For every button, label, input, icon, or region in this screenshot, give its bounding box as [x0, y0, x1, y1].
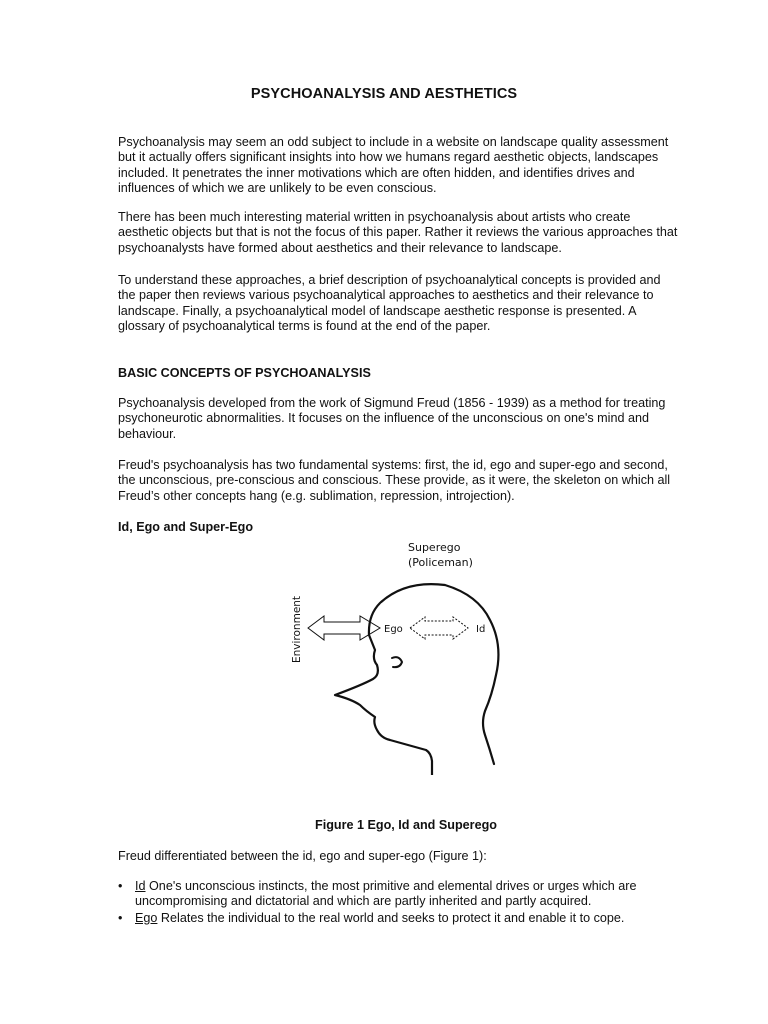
term-id: Id — [135, 879, 146, 893]
document-title: PSYCHOANALYSIS AND AESTHETICS — [250, 86, 518, 102]
head-outline — [335, 584, 498, 775]
figure-intro-paragraph: Freud differentiated between the id, ego and super-ego (Figure 1): — [118, 849, 487, 863]
superego-label: Superego — [408, 541, 461, 554]
bullet-dot-icon: • — [118, 910, 123, 925]
list-item — [118, 911, 678, 926]
intro-paragraph-1: Psychoanalysis may seem an odd subject to include in a website on landscape quality assessment but it actually offers significant insights into how we humans regard aesthetic objects, landscapes included. It penetrates the inner motivations which are often hidden, and identifies drives and influences of which we are unlikely to be even conscious. — [118, 135, 669, 196]
id-label: Id — [476, 624, 486, 635]
intro-paragraph-3: To understand these approaches, a brief description of psychoanalytical concepts is provided and the paper then reviews various psychoanalytical approaches to aesthetics and their relevance to landscape. Finally, a psychoanalytical model of landscape aesthetic response is presented. A glossary of psychoanalytical terms is found at the end of the paper. — [118, 273, 661, 334]
section-paragraph-2: Freud's psychoanalysis has two fundamental systems: first, the id, ego and super-ego and second, the unconscious, pre-conscious and conscious. These provide, as it were, the skeleton on which all Freud’s other concepts hang (e.g. sublimation, repression, introjection). — [118, 458, 671, 503]
definitions-list — [118, 879, 678, 927]
ego-id-arrow — [410, 617, 468, 639]
term-ego-definition: Relates the individual to the real world and seeks to protect it and enable it to cope. — [157, 910, 625, 925]
eye-mark — [392, 657, 402, 667]
term-id-definition: One's unconscious instincts, the most primitive and elemental drives or urges which are uncompromising and dictatorial and which are partly inherited and partly acquired. — [135, 879, 637, 909]
intro-paragraph-2: There has been much interesting material written in psychoanalysis about artists who create aesthetic objects but that is not the focus of this paper. Rather it reviews the various approaches that psychoanalysts have formed about aesthetics and their relevance to landscape. — [118, 210, 678, 255]
section-heading: BASIC CONCEPTS OF PSYCHOANALYSIS — [118, 366, 371, 380]
figure-caption: Figure 1 Ego, Id and Superego — [315, 818, 497, 832]
policeman-label: (Policeman) — [408, 556, 473, 569]
ego-label: Ego — [384, 624, 403, 635]
ego-id-superego-figure — [280, 535, 520, 775]
environment-label: Environment — [291, 595, 303, 663]
term-ego: Ego — [135, 910, 158, 925]
section-paragraph-1: Psychoanalysis developed from the work of Sigmund Freud (1856 - 1939) as a method for treating psychoneurotic abnormalities. It focuses on the influence of the unconscious on one's mind and behaviour. — [118, 396, 666, 441]
bullet-dot-icon: • — [118, 879, 123, 893]
list-item — [118, 879, 678, 910]
subheading: Id, Ego and Super-Ego — [118, 520, 254, 534]
